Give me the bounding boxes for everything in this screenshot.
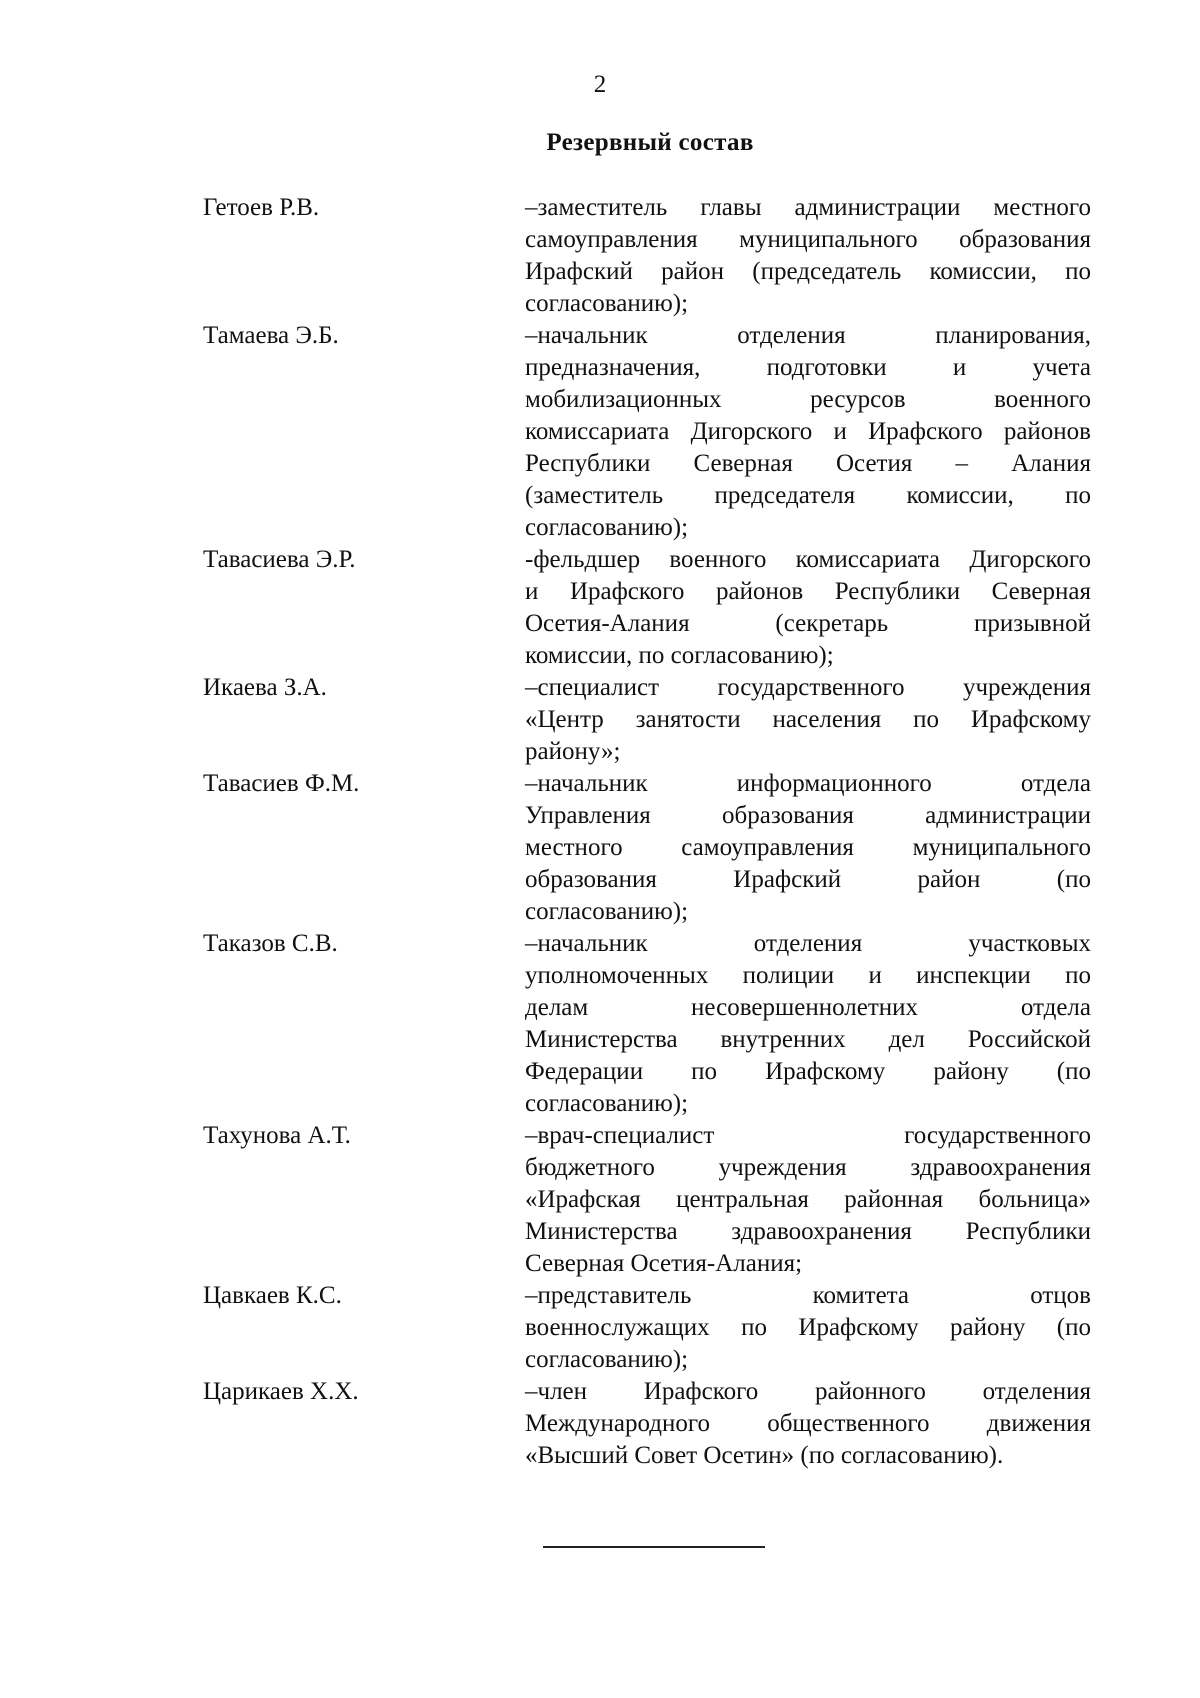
member-description-line: –специалист государственного учреждения [525, 674, 1091, 701]
member-description-line: согласованию); [525, 514, 689, 541]
member-description-line: Федерации по Ирафскому району (по [525, 1058, 1091, 1085]
member-name: Тавасиев Ф.М. [203, 770, 360, 797]
member-description [525, 192, 1091, 320]
member-row [203, 544, 1093, 672]
member-description-line: комиссии, по согласованию); [525, 642, 834, 669]
member-description-line: Осетия-Алания (секретарь призывной [525, 610, 1091, 637]
member-description [525, 672, 1091, 768]
member-description-line: «Центр занятости населения по Ирафскому [525, 706, 1091, 733]
member-description-line: «Ирафская центральная районная больница» [525, 1186, 1091, 1213]
member-description-line: Республики Северная Осетия – Алания [525, 450, 1091, 477]
member-name: Таказов С.В. [203, 930, 338, 957]
member-name: Тахунова А.Т. [203, 1122, 351, 1149]
member-description-line: «Высший Совет Осетин» (по согласованию). [525, 1442, 1004, 1469]
member-row [203, 768, 1093, 928]
member-row [203, 320, 1093, 544]
member-row [203, 928, 1093, 1120]
page-number: 2 [593, 71, 607, 98]
member-description-line: району»; [525, 738, 621, 765]
member-description-line: -фельдшер военного комиссариата Дигорского [525, 546, 1091, 573]
member-name: Гетоев Р.В. [203, 194, 320, 221]
member-description-line: и Ирафского районов Республики Северная [525, 578, 1091, 605]
member-description-line: делам несовершеннолетних отдела [525, 994, 1091, 1021]
section-title: Резервный состав [546, 129, 754, 156]
member-description-line: –начальник отделения планирования, [525, 322, 1091, 349]
member-description-line: –начальник отделения участковых [525, 930, 1091, 957]
member-description [525, 320, 1091, 544]
member-description-line: Министерства внутренних дел Российской [525, 1026, 1091, 1053]
member-name: Тамаева Э.Б. [203, 322, 339, 349]
member-description-line: Международного общественного движения [525, 1410, 1091, 1437]
member-description-line: предназначения, подготовки и учета [525, 354, 1091, 381]
member-row [203, 1120, 1093, 1280]
member-description-line: –представитель комитета отцов [525, 1282, 1091, 1309]
member-description-line: Министерства здравоохранения Республики [525, 1218, 1091, 1245]
member-row [203, 1376, 1093, 1472]
member-description-line: –начальник информационного отдела [525, 770, 1091, 797]
member-description-line: согласованию); [525, 1090, 689, 1117]
member-description-line: Северная Осетия-Алания; [525, 1250, 803, 1277]
member-name: Цавкаев К.С. [203, 1282, 342, 1309]
member-row [203, 192, 1093, 320]
member-description-line: Управления образования администрации [525, 802, 1091, 829]
member-description-line: –врач-специалист государственного [525, 1122, 1091, 1149]
member-description-line: военнослужащих по Ирафскому району (по [525, 1314, 1091, 1341]
member-description [525, 1280, 1091, 1376]
member-description [525, 1120, 1091, 1280]
member-name: Тавасиева Э.Р. [203, 546, 356, 573]
member-description-line: Ирафский район (председатель комиссии, по [525, 258, 1091, 285]
member-description-line: (заместитель председателя комиссии, по [525, 482, 1091, 509]
member-description [525, 928, 1091, 1120]
member-description-line: –член Ирафского районного отделения [525, 1378, 1091, 1405]
member-name: Икаева З.А. [203, 674, 327, 701]
member-description-line: местного самоуправления муниципального [525, 834, 1091, 861]
member-description [525, 544, 1091, 672]
member-description [525, 768, 1091, 928]
member-description-line: самоуправления муниципального образования [525, 226, 1091, 253]
member-name: Царикаев Х.Х. [203, 1378, 359, 1405]
member-list [203, 192, 1093, 1472]
member-description-line: согласованию); [525, 1346, 689, 1373]
member-description-line: бюджетного учреждения здравоохранения [525, 1154, 1091, 1181]
end-divider [543, 1546, 765, 1548]
member-row [203, 672, 1093, 768]
member-description-line: комиссариата Дигорского и Ирафского районов [525, 418, 1091, 445]
member-description-line: мобилизационных ресурсов военного [525, 386, 1091, 413]
member-description-line: образования Ирафский район (по [525, 866, 1091, 893]
member-description-line: –заместитель главы администрации местного [525, 194, 1091, 221]
member-description-line: согласованию); [525, 290, 689, 317]
member-description-line: уполномоченных полиции и инспекции по [525, 962, 1091, 989]
member-description-line: согласованию); [525, 898, 689, 925]
member-description [525, 1376, 1091, 1472]
member-row [203, 1280, 1093, 1376]
